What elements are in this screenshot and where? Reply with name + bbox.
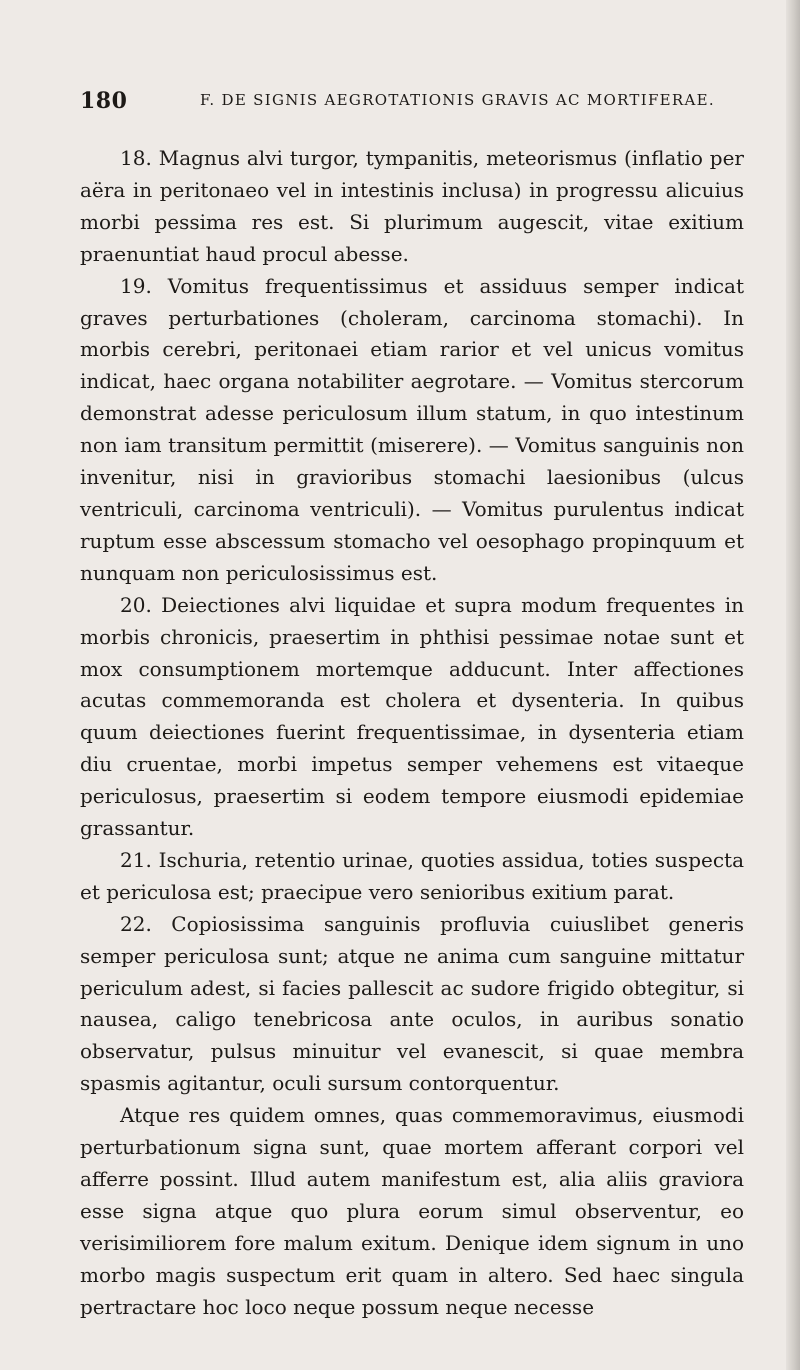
paragraph-conclusion: Atque res quidem omnes, quas commemoravimus, eiusmodi perturbationum signa sunt, quae mortem afferant corpori vel afferre possint. Illud autem manifestum est, alia aliis graviora esse signa atque quo plura eorum simul observentur, eo verisimiliorem fore malum exitum. Denique idem signum in uno morbo magis suspectum erit quam in altero. Sed haec singula pertractare hoc loco neque possum neque necesse	[80, 1103, 744, 1319]
body-text	[80, 143, 744, 1324]
page-number: 180	[80, 88, 128, 114]
page-header	[80, 88, 740, 114]
paragraph-19: 19. Vomitus frequentissimus et assiduus semper indicat graves perturbationes (choleram, carcinoma stomachi). In morbis cerebri, peritonaei etiam rarior et vel unicus vomitus indicat, haec organa notabiliter aegrotare. — Vomitus stercorum demonstrat adesse periculosum illum statum, in quo intestinum non iam transitum permittit (miserere). — Vomitus sanguinis non invenitur, nisi in gravioribus stomachi laesionibus (ulcus ventriculi, carcinoma ventriculi). — Vomitus purulentus indicat ruptum esse abscessum stomacho vel oesophago propinquum et nunquam non periculosissimus est.	[80, 273, 744, 585]
paragraph-22: 22. Copiosissima sanguinis profluvia cuiuslibet generis semper periculosa sunt; atque ne anima cum sanguine mittatur periculum adest, si facies pallescit ac sudore frigido obtegitur, si nausea, caligo tenebricosa ante oculos, in auribus sonatio observatur, pulsus minuitur vel evanescit, si quae membra spasmis agitantur, oculi sursum contorquentur.	[80, 911, 744, 1096]
page-edge-shadow	[786, 0, 800, 1370]
paragraph-18: 18. Magnus alvi turgor, tympanitis, meteorismus (inflatio per aëra in peritonaeo vel in intestinis inclusa) in progressu alicuius morbi pessima res est. Si plurimum augescit, vitae exitium praenuntiat haud procul abesse.	[80, 146, 744, 266]
paragraph-21: 21. Ischuria, retentio urinae, quoties assidua, toties suspecta et periculosa est; praecipue vero senioribus exitium parat.	[80, 847, 744, 904]
paragraph-20: 20. Deiectiones alvi liquidae et supra modum frequentes in morbis chronicis, praesertim in phthisi pessimae notae sunt et mox consumptionem mortemque adducunt. Inter affectiones acutas commemoranda est cholera et dysenteria. In quibus quum deiectiones fuerint frequentissimae, in dysenteria etiam diu cruentae, morbi impetus semper vehemens est vitaeque periculosus, praesertim si eodem tempore eiusmodi epidemiae grassantur.	[80, 592, 744, 841]
running-head: F. DE SIGNIS AEGROTATIONIS GRAVIS AC MORTIFERAE.	[200, 91, 715, 109]
